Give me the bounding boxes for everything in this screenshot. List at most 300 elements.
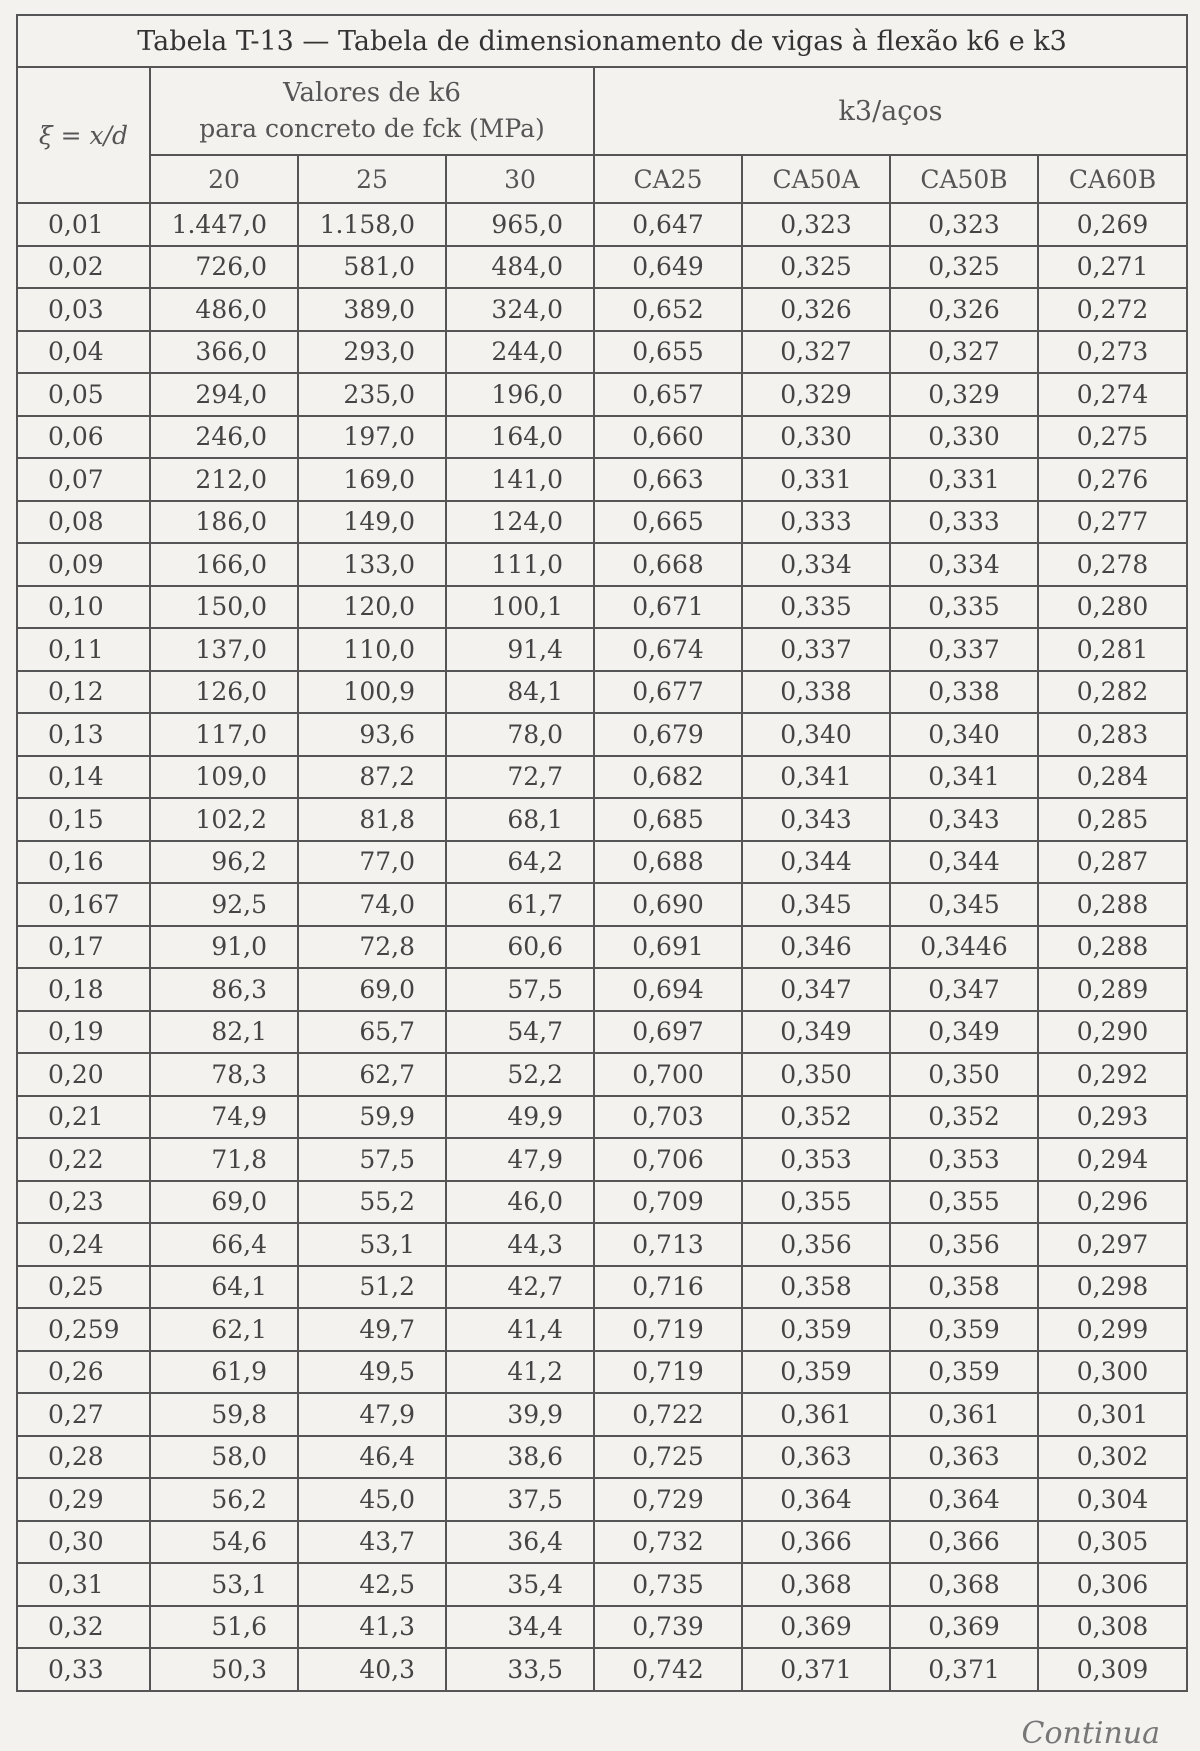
k6-value-cell: 58,0	[150, 1436, 298, 1479]
k3-value-cell: 0,278	[1038, 543, 1187, 586]
k3-value-cell: 0,344	[742, 841, 890, 884]
k6-value-cell: 38,6	[446, 1436, 594, 1479]
k3-value-cell: 0,335	[890, 586, 1038, 629]
k3-value-cell: 0,649	[594, 246, 742, 289]
k6-value-cell: 42,7	[446, 1266, 594, 1309]
xi-cell: 0,09	[17, 543, 150, 586]
k6-value-cell: 581,0	[298, 246, 446, 289]
k6-value-cell: 41,3	[298, 1606, 446, 1649]
k6-value-cell: 69,0	[298, 968, 446, 1011]
k3-value-cell: 0,329	[742, 373, 890, 416]
k3-value-cell: 0,275	[1038, 416, 1187, 459]
k6-value-cell: 96,2	[150, 841, 298, 884]
k3-value-cell: 0,356	[742, 1223, 890, 1266]
k6-value-cell: 72,8	[298, 926, 446, 969]
table-row	[17, 331, 1187, 374]
k6-value-cell: 56,2	[150, 1478, 298, 1521]
k3-value-cell: 0,347	[890, 968, 1038, 1011]
column-header: 25	[298, 155, 446, 203]
xi-cell: 0,16	[17, 841, 150, 884]
table-row	[17, 543, 1187, 586]
table-row	[17, 713, 1187, 756]
k3-value-cell: 0,352	[742, 1096, 890, 1139]
table-row	[17, 1648, 1187, 1691]
k3-value-cell: 0,277	[1038, 501, 1187, 544]
k3-value-cell: 0,282	[1038, 671, 1187, 714]
k3-value-cell: 0,337	[890, 628, 1038, 671]
k6-value-cell: 62,1	[150, 1308, 298, 1351]
k3-value-cell: 0,363	[742, 1436, 890, 1479]
k3-value-cell: 0,337	[742, 628, 890, 671]
k3-value-cell: 0,355	[890, 1181, 1038, 1224]
k6-value-cell: 86,3	[150, 968, 298, 1011]
k3-value-cell: 0,338	[890, 671, 1038, 714]
xi-cell: 0,28	[17, 1436, 150, 1479]
k3-value-cell: 0,353	[742, 1138, 890, 1181]
table-row	[17, 1266, 1187, 1309]
table-title: Tabela T-13 — Tabela de dimensionamento de vigas à flexão k6 e k3	[17, 15, 1187, 67]
k6-value-cell: 235,0	[298, 373, 446, 416]
k3-value-cell: 0,329	[890, 373, 1038, 416]
k3-value-cell: 0,309	[1038, 1648, 1187, 1691]
k3-value-cell: 0,349	[742, 1011, 890, 1054]
xi-cell: 0,04	[17, 331, 150, 374]
k3-value-cell: 0,305	[1038, 1521, 1187, 1564]
k3-value-cell: 0,364	[890, 1478, 1038, 1521]
k3-value-cell: 0,335	[742, 586, 890, 629]
xi-cell: 0,30	[17, 1521, 150, 1564]
k3-value-cell: 0,663	[594, 458, 742, 501]
k3-value-cell: 0,347	[742, 968, 890, 1011]
k6-value-cell: 65,7	[298, 1011, 446, 1054]
k3-value-cell: 0,350	[742, 1053, 890, 1096]
xi-cell: 0,25	[17, 1266, 150, 1309]
k3-value-cell: 0,355	[742, 1181, 890, 1224]
k3-value-cell: 0,691	[594, 926, 742, 969]
k6-value-cell: 41,2	[446, 1351, 594, 1394]
k3-value-cell: 0,366	[890, 1521, 1038, 1564]
k6-value-cell: 164,0	[446, 416, 594, 459]
table-row	[17, 841, 1187, 884]
table-row	[17, 203, 1187, 246]
k3-value-cell: 0,359	[742, 1308, 890, 1351]
k3-value-cell: 0,288	[1038, 926, 1187, 969]
k3-value-cell: 0,274	[1038, 373, 1187, 416]
table-row	[17, 1606, 1187, 1649]
k3-value-cell: 0,331	[890, 458, 1038, 501]
k3-value-cell: 0,709	[594, 1181, 742, 1224]
k6-value-cell: 39,9	[446, 1393, 594, 1436]
k3-value-cell: 0,301	[1038, 1393, 1187, 1436]
k6-value-cell: 68,1	[446, 798, 594, 841]
k3-value-cell: 0,343	[890, 798, 1038, 841]
k6-value-cell: 52,2	[446, 1053, 594, 1096]
xi-cell: 0,29	[17, 1478, 150, 1521]
k6-value-cell: 72,7	[446, 756, 594, 799]
column-header: 30	[446, 155, 594, 203]
k6-value-cell: 54,6	[150, 1521, 298, 1564]
k6-value-cell: 50,3	[150, 1648, 298, 1691]
k3-value-cell: 0,732	[594, 1521, 742, 1564]
k3-value-cell: 0,677	[594, 671, 742, 714]
k3-value-cell: 0,719	[594, 1308, 742, 1351]
k3-value-cell: 0,735	[594, 1563, 742, 1606]
k3-value-cell: 0,290	[1038, 1011, 1187, 1054]
xi-header: ξ = x/d	[17, 67, 150, 203]
k6-value-cell: 62,7	[298, 1053, 446, 1096]
xi-cell: 0,27	[17, 1393, 150, 1436]
k6-value-cell: 77,0	[298, 841, 446, 884]
k3-value-cell: 0,323	[890, 203, 1038, 246]
table-row	[17, 288, 1187, 331]
continues-label: Continua	[1021, 1716, 1160, 1751]
k6-value-cell: 484,0	[446, 246, 594, 289]
k3-value-cell: 0,327	[890, 331, 1038, 374]
table-row	[17, 883, 1187, 926]
k6-value-cell: 197,0	[298, 416, 446, 459]
k3-value-cell: 0,682	[594, 756, 742, 799]
k3-value-cell: 0,368	[742, 1563, 890, 1606]
k6-value-cell: 71,8	[150, 1138, 298, 1181]
k6-value-cell: 389,0	[298, 288, 446, 331]
xi-cell: 0,23	[17, 1181, 150, 1224]
k3-value-cell: 0,356	[890, 1223, 1038, 1266]
xi-cell: 0,02	[17, 246, 150, 289]
k6-value-cell: 59,8	[150, 1393, 298, 1436]
k3-value-cell: 0,281	[1038, 628, 1187, 671]
k6-value-cell: 93,6	[298, 713, 446, 756]
table-row	[17, 671, 1187, 714]
k6-value-cell: 486,0	[150, 288, 298, 331]
k6-value-cell: 64,1	[150, 1266, 298, 1309]
k6-value-cell: 74,9	[150, 1096, 298, 1139]
table-row	[17, 1563, 1187, 1606]
k3-value-cell: 0,276	[1038, 458, 1187, 501]
k6-value-cell: 100,1	[446, 586, 594, 629]
table-row	[17, 1351, 1187, 1394]
k3-value-cell: 0,713	[594, 1223, 742, 1266]
xi-cell: 0,26	[17, 1351, 150, 1394]
k6-value-cell: 1.158,0	[298, 203, 446, 246]
k3-value-cell: 0,352	[890, 1096, 1038, 1139]
k3-value-cell: 0,300	[1038, 1351, 1187, 1394]
k3-value-cell: 0,706	[594, 1138, 742, 1181]
k3-value-cell: 0,729	[594, 1478, 742, 1521]
k3-value-cell: 0,269	[1038, 203, 1187, 246]
k3-value-cell: 0,289	[1038, 968, 1187, 1011]
k6-value-cell: 366,0	[150, 331, 298, 374]
k6-value-cell: 293,0	[298, 331, 446, 374]
xi-cell: 0,01	[17, 203, 150, 246]
k6-value-cell: 124,0	[446, 501, 594, 544]
k3-value-cell: 0,280	[1038, 586, 1187, 629]
k6-header	[150, 67, 594, 155]
k3-value-cell: 0,297	[1038, 1223, 1187, 1266]
k3-value-cell: 0,340	[890, 713, 1038, 756]
k6-value-cell: 169,0	[298, 458, 446, 501]
xi-cell: 0,32	[17, 1606, 150, 1649]
k6-value-cell: 54,7	[446, 1011, 594, 1054]
k6-value-cell: 246,0	[150, 416, 298, 459]
xi-cell: 0,14	[17, 756, 150, 799]
k6-value-cell: 46,4	[298, 1436, 446, 1479]
k6-value-cell: 43,7	[298, 1521, 446, 1564]
xi-cell: 0,167	[17, 883, 150, 926]
xi-cell: 0,24	[17, 1223, 150, 1266]
k3-value-cell: 0,679	[594, 713, 742, 756]
k3-value-cell: 0,685	[594, 798, 742, 841]
table-row	[17, 1478, 1187, 1521]
k6-value-cell: 69,0	[150, 1181, 298, 1224]
k6-k3-table	[16, 14, 1188, 1692]
xi-cell: 0,12	[17, 671, 150, 714]
xi-cell: 0,15	[17, 798, 150, 841]
k6-value-cell: 110,0	[298, 628, 446, 671]
k3-value-cell: 0,359	[742, 1351, 890, 1394]
table-row	[17, 1181, 1187, 1224]
k6-value-cell: 111,0	[446, 543, 594, 586]
table-row	[17, 501, 1187, 544]
k6-value-cell: 64,2	[446, 841, 594, 884]
k3-value-cell: 0,343	[742, 798, 890, 841]
k3-value-cell: 0,273	[1038, 331, 1187, 374]
k3-value-cell: 0,361	[890, 1393, 1038, 1436]
k3-value-cell: 0,358	[890, 1266, 1038, 1309]
xi-cell: 0,21	[17, 1096, 150, 1139]
column-header: CA60B	[1038, 155, 1187, 203]
xi-cell: 0,08	[17, 501, 150, 544]
k6-value-cell: 166,0	[150, 543, 298, 586]
k6-value-cell: 726,0	[150, 246, 298, 289]
table-row	[17, 246, 1187, 289]
k6-value-cell: 126,0	[150, 671, 298, 714]
k6-value-cell: 294,0	[150, 373, 298, 416]
k3-value-cell: 0,284	[1038, 756, 1187, 799]
k3-value-cell: 0,665	[594, 501, 742, 544]
k6-value-cell: 60,6	[446, 926, 594, 969]
k3-value-cell: 0,292	[1038, 1053, 1187, 1096]
k6-value-cell: 45,0	[298, 1478, 446, 1521]
table-row	[17, 1096, 1187, 1139]
xi-cell: 0,33	[17, 1648, 150, 1691]
k3-value-cell: 0,366	[742, 1521, 890, 1564]
k3-value-cell: 0,358	[742, 1266, 890, 1309]
k6-value-cell: 78,3	[150, 1053, 298, 1096]
k3-value-cell: 0,368	[890, 1563, 1038, 1606]
page	[16, 14, 1186, 1751]
k6-value-cell: 186,0	[150, 501, 298, 544]
k3-value-cell: 0,361	[742, 1393, 890, 1436]
k6-value-cell: 324,0	[446, 288, 594, 331]
k6-value-cell: 61,9	[150, 1351, 298, 1394]
k6-value-cell: 51,6	[150, 1606, 298, 1649]
table-row	[17, 1521, 1187, 1564]
column-header: CA25	[594, 155, 742, 203]
xi-cell: 0,22	[17, 1138, 150, 1181]
k6-value-cell: 66,4	[150, 1223, 298, 1266]
k3-value-cell: 0,353	[890, 1138, 1038, 1181]
xi-cell: 0,13	[17, 713, 150, 756]
xi-cell: 0,05	[17, 373, 150, 416]
k3-value-cell: 0,304	[1038, 1478, 1187, 1521]
column-header: CA50A	[742, 155, 890, 203]
table-row	[17, 798, 1187, 841]
k3-value-cell: 0,371	[890, 1648, 1038, 1691]
k6-value-cell: 53,1	[150, 1563, 298, 1606]
k3-value-cell: 0,364	[742, 1478, 890, 1521]
k3-value-cell: 0,719	[594, 1351, 742, 1394]
k3-value-cell: 0,700	[594, 1053, 742, 1096]
table-row	[17, 1138, 1187, 1181]
k3-value-cell: 0,694	[594, 968, 742, 1011]
k6-value-cell: 141,0	[446, 458, 594, 501]
k3-value-cell: 0,739	[594, 1606, 742, 1649]
k6-value-cell: 109,0	[150, 756, 298, 799]
xi-cell: 0,18	[17, 968, 150, 1011]
k6-value-cell: 120,0	[298, 586, 446, 629]
k3-value-cell: 0,703	[594, 1096, 742, 1139]
k6-value-cell: 37,5	[446, 1478, 594, 1521]
k6-value-cell: 33,5	[446, 1648, 594, 1691]
k6-value-cell: 212,0	[150, 458, 298, 501]
k3-value-cell: 0,349	[890, 1011, 1038, 1054]
table-row	[17, 1436, 1187, 1479]
k3-value-cell: 0,359	[890, 1351, 1038, 1394]
k3-value-cell: 0,369	[742, 1606, 890, 1649]
k3-value-cell: 0,688	[594, 841, 742, 884]
k3-value-cell: 0,655	[594, 331, 742, 374]
k3-value-cell: 0,272	[1038, 288, 1187, 331]
k6-value-cell: 51,2	[298, 1266, 446, 1309]
k6-value-cell: 57,5	[446, 968, 594, 1011]
table-row	[17, 458, 1187, 501]
xi-cell: 0,20	[17, 1053, 150, 1096]
k6-value-cell: 133,0	[298, 543, 446, 586]
k6-value-cell: 91,0	[150, 926, 298, 969]
k6-value-cell: 47,9	[446, 1138, 594, 1181]
k6-value-cell: 81,8	[298, 798, 446, 841]
k6-value-cell: 196,0	[446, 373, 594, 416]
k3-value-cell: 0,369	[890, 1606, 1038, 1649]
k3-value-cell: 0,697	[594, 1011, 742, 1054]
k3-value-cell: 0,330	[742, 416, 890, 459]
k3-value-cell: 0,334	[742, 543, 890, 586]
k6-value-cell: 49,9	[446, 1096, 594, 1139]
table-row	[17, 756, 1187, 799]
k3-value-cell: 0,341	[742, 756, 890, 799]
k3-value-cell: 0,288	[1038, 883, 1187, 926]
k3-value-cell: 0,716	[594, 1266, 742, 1309]
k3-value-cell: 0,299	[1038, 1308, 1187, 1351]
k6-value-cell: 40,3	[298, 1648, 446, 1691]
k6-value-cell: 61,7	[446, 883, 594, 926]
k3-value-cell: 0,668	[594, 543, 742, 586]
table-body	[17, 203, 1187, 1691]
k3-value-cell: 0,338	[742, 671, 890, 714]
k3-value-cell: 0,283	[1038, 713, 1187, 756]
k3-value-cell: 0,647	[594, 203, 742, 246]
k6-value-cell: 82,1	[150, 1011, 298, 1054]
table-row	[17, 628, 1187, 671]
k3-value-cell: 0,345	[890, 883, 1038, 926]
k6-value-cell: 149,0	[298, 501, 446, 544]
k3-value-cell: 0,293	[1038, 1096, 1187, 1139]
table-row	[17, 968, 1187, 1011]
column-header: 20	[150, 155, 298, 203]
k6-value-cell: 36,4	[446, 1521, 594, 1564]
table-row	[17, 416, 1187, 459]
k6-value-cell: 49,5	[298, 1351, 446, 1394]
k3-value-cell: 0,327	[742, 331, 890, 374]
k3-value-cell: 0,287	[1038, 841, 1187, 884]
k3-value-cell: 0,3446	[890, 926, 1038, 969]
k6-value-cell: 965,0	[446, 203, 594, 246]
table-row	[17, 1223, 1187, 1266]
xi-cell: 0,11	[17, 628, 150, 671]
k6-header-line2: para concreto de fck (MPa)	[199, 114, 545, 143]
k6-header-line1: Valores de k6	[283, 78, 461, 108]
k6-value-cell: 150,0	[150, 586, 298, 629]
k3-value-cell: 0,341	[890, 756, 1038, 799]
k6-value-cell: 92,5	[150, 883, 298, 926]
k3-value-cell: 0,333	[742, 501, 890, 544]
table-row	[17, 926, 1187, 969]
k3-value-cell: 0,285	[1038, 798, 1187, 841]
k6-value-cell: 57,5	[298, 1138, 446, 1181]
k6-value-cell: 102,2	[150, 798, 298, 841]
k3-value-cell: 0,742	[594, 1648, 742, 1691]
k6-value-cell: 137,0	[150, 628, 298, 671]
k3-value-cell: 0,326	[742, 288, 890, 331]
k6-value-cell: 59,9	[298, 1096, 446, 1139]
k6-value-cell: 46,0	[446, 1181, 594, 1224]
table-row	[17, 373, 1187, 416]
k3-value-cell: 0,296	[1038, 1181, 1187, 1224]
k6-value-cell: 74,0	[298, 883, 446, 926]
k3-header: k3/aços	[594, 67, 1187, 155]
k3-value-cell: 0,340	[742, 713, 890, 756]
k3-value-cell: 0,302	[1038, 1436, 1187, 1479]
k3-value-cell: 0,330	[890, 416, 1038, 459]
k6-value-cell: 34,4	[446, 1606, 594, 1649]
xi-cell: 0,19	[17, 1011, 150, 1054]
k3-value-cell: 0,331	[742, 458, 890, 501]
k3-value-cell: 0,690	[594, 883, 742, 926]
k3-value-cell: 0,363	[890, 1436, 1038, 1479]
k3-value-cell: 0,674	[594, 628, 742, 671]
column-header: CA50B	[890, 155, 1038, 203]
k3-value-cell: 0,359	[890, 1308, 1038, 1351]
k6-value-cell: 44,3	[446, 1223, 594, 1266]
table-row	[17, 1053, 1187, 1096]
k6-value-cell: 84,1	[446, 671, 594, 714]
table-row	[17, 586, 1187, 629]
xi-cell: 0,07	[17, 458, 150, 501]
xi-cell: 0,10	[17, 586, 150, 629]
k3-value-cell: 0,350	[890, 1053, 1038, 1096]
xi-cell: 0,17	[17, 926, 150, 969]
k6-value-cell: 1.447,0	[150, 203, 298, 246]
table-row	[17, 1011, 1187, 1054]
k3-value-cell: 0,660	[594, 416, 742, 459]
k6-value-cell: 244,0	[446, 331, 594, 374]
k6-value-cell: 41,4	[446, 1308, 594, 1351]
k3-value-cell: 0,326	[890, 288, 1038, 331]
k3-value-cell: 0,294	[1038, 1138, 1187, 1181]
k3-value-cell: 0,325	[890, 246, 1038, 289]
k6-value-cell: 78,0	[446, 713, 594, 756]
k6-value-cell: 49,7	[298, 1308, 446, 1351]
